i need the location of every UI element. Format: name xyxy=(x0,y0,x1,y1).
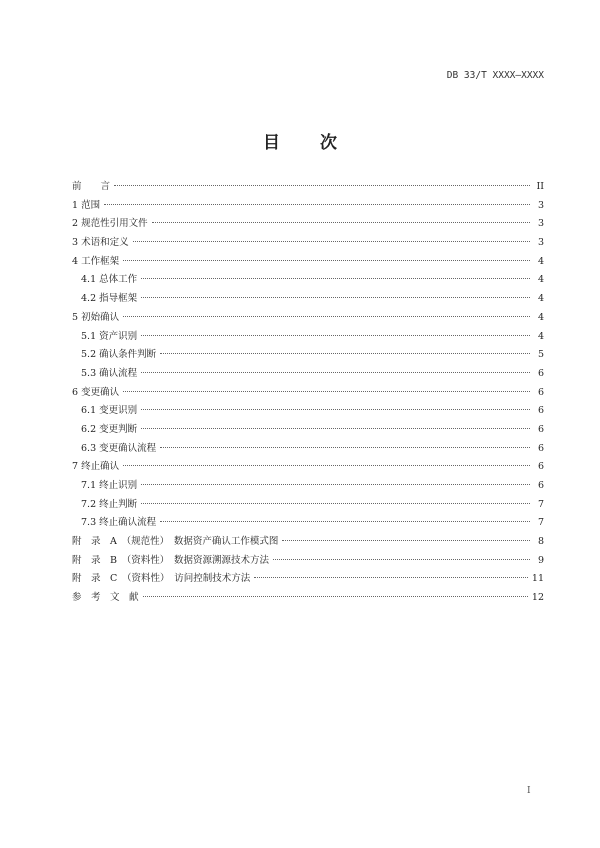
toc-entry[interactable] xyxy=(72,589,544,608)
toc-entry[interactable] xyxy=(72,328,544,347)
toc-entry-label: 6.2 变更判断 xyxy=(81,423,138,435)
dot-leader xyxy=(123,315,530,317)
toc-entry-label: 2 规范性引用文件 xyxy=(72,218,148,230)
toc-entry-page: 4 xyxy=(537,311,544,323)
dot-leader xyxy=(141,483,530,485)
toc-entry-page: 5 xyxy=(537,349,544,361)
dot-leader xyxy=(123,259,530,261)
toc-entry[interactable] xyxy=(72,234,544,253)
toc-entry-page: 6 xyxy=(537,442,544,454)
dot-leader xyxy=(141,408,530,410)
toc-entry[interactable] xyxy=(72,384,544,403)
toc-entry-label: 7 终止确认 xyxy=(72,461,120,473)
toc-entry[interactable] xyxy=(72,197,544,216)
toc-entry[interactable] xyxy=(72,421,544,440)
dot-leader xyxy=(273,558,530,560)
toc-entry-page: 6 xyxy=(537,386,544,398)
dot-leader xyxy=(104,203,530,205)
toc-entry-page: 6 xyxy=(537,367,544,379)
toc-entry-label: 4.2 指导框架 xyxy=(81,293,138,305)
toc-entry[interactable] xyxy=(72,496,544,515)
toc-entry-page: 4 xyxy=(537,293,544,305)
toc-entry[interactable] xyxy=(72,309,544,328)
toc-entry-page: 4 xyxy=(537,274,544,286)
toc-entry[interactable] xyxy=(72,402,544,421)
toc-entry[interactable] xyxy=(72,514,544,533)
toc-entry-label: 7.1 终止识别 xyxy=(81,480,138,491)
toc-entry-page: 12 xyxy=(531,592,544,604)
toc-entry[interactable] xyxy=(72,570,544,589)
toc-entry-label: 附 录 A （规范性） 数据资产确认工作模式图 xyxy=(72,536,279,548)
toc-entry-page: 11 xyxy=(531,573,544,585)
dot-leader xyxy=(254,576,528,578)
dot-leader xyxy=(160,520,530,522)
dot-leader xyxy=(160,446,530,448)
toc-entry-label: 7.2 终止判断 xyxy=(81,498,138,510)
toc-entry-label: 前 言 xyxy=(72,181,111,192)
toc-title xyxy=(0,128,600,153)
toc-entry[interactable] xyxy=(72,253,544,272)
page-number: I xyxy=(527,786,531,796)
toc-entry-label: 5.3 确认流程 xyxy=(81,367,138,379)
dot-leader xyxy=(152,221,530,223)
dot-leader xyxy=(114,184,530,186)
toc-entry-page: 3 xyxy=(537,237,544,249)
dot-leader xyxy=(141,334,530,336)
toc-entry-label: 附 录 C （资料性） 访问控制技术方法 xyxy=(72,573,251,585)
toc-entry-page: II xyxy=(536,181,544,192)
dot-leader xyxy=(141,502,530,504)
dot-leader xyxy=(141,427,530,429)
toc-entry[interactable] xyxy=(72,552,544,571)
toc-entry-label: 4.1 总体工作 xyxy=(81,274,138,286)
toc-entry-label: 5.1 资产识别 xyxy=(81,330,138,342)
toc-entry-page: 6 xyxy=(537,423,544,435)
toc-entry-page: 4 xyxy=(537,255,544,267)
toc-entry-page: 8 xyxy=(537,536,544,548)
toc-entry[interactable] xyxy=(72,215,544,234)
toc-entry-page: 3 xyxy=(537,199,544,211)
dot-leader xyxy=(143,595,528,597)
toc-entry[interactable] xyxy=(72,458,544,477)
dot-leader xyxy=(160,352,530,354)
toc-entry-label: 7.3 终止确认流程 xyxy=(81,517,157,529)
toc-entry-page: 6 xyxy=(537,461,544,473)
toc-title-char: 目 xyxy=(263,133,280,153)
toc-entry-page: 4 xyxy=(537,330,544,342)
toc-entry-page: 6 xyxy=(537,480,544,491)
toc-title-char: 次 xyxy=(320,133,337,153)
toc-entry-label: 6 变更确认 xyxy=(72,386,120,398)
toc-entry-label: 6.3 变更确认流程 xyxy=(81,442,157,454)
toc-entry[interactable] xyxy=(72,271,544,290)
toc-entry-label: 参 考 文 献 xyxy=(72,592,139,604)
toc-entry-label: 5 初始确认 xyxy=(72,311,120,323)
toc-entry-page: 9 xyxy=(537,554,544,566)
toc-entry[interactable] xyxy=(72,365,544,384)
toc-entry-page: 7 xyxy=(537,517,544,529)
dot-leader xyxy=(133,240,530,242)
toc-entry[interactable] xyxy=(72,440,544,459)
toc-entry[interactable] xyxy=(72,346,544,365)
dot-leader xyxy=(141,296,530,298)
toc-entry-label: 附 录 B （资料性） 数据资源溯源技术方法 xyxy=(72,554,269,566)
dot-leader xyxy=(141,277,530,279)
toc-entry-page: 7 xyxy=(537,498,544,510)
dot-leader xyxy=(141,371,530,373)
toc-entry-label: 4 工作框架 xyxy=(72,255,120,267)
toc-entry-label: 1 范围 xyxy=(72,199,101,211)
dot-leader xyxy=(282,539,530,541)
toc-entry-label: 6.1 变更识别 xyxy=(81,405,138,417)
dot-leader xyxy=(123,390,530,392)
toc-entry[interactable] xyxy=(72,290,544,309)
toc-entry[interactable] xyxy=(72,533,544,552)
toc-entry-label: 5.2 确认条件判断 xyxy=(81,349,157,361)
dot-leader xyxy=(123,464,530,466)
toc-entry-page: 6 xyxy=(537,405,544,417)
document-code: DB 33/T XXXX—XXXX xyxy=(446,70,544,81)
toc-entry[interactable] xyxy=(72,178,544,197)
toc-list xyxy=(72,178,544,608)
toc-entry-label: 3 术语和定义 xyxy=(72,237,129,249)
toc-entry[interactable] xyxy=(72,477,544,496)
toc-entry-page: 3 xyxy=(537,218,544,230)
